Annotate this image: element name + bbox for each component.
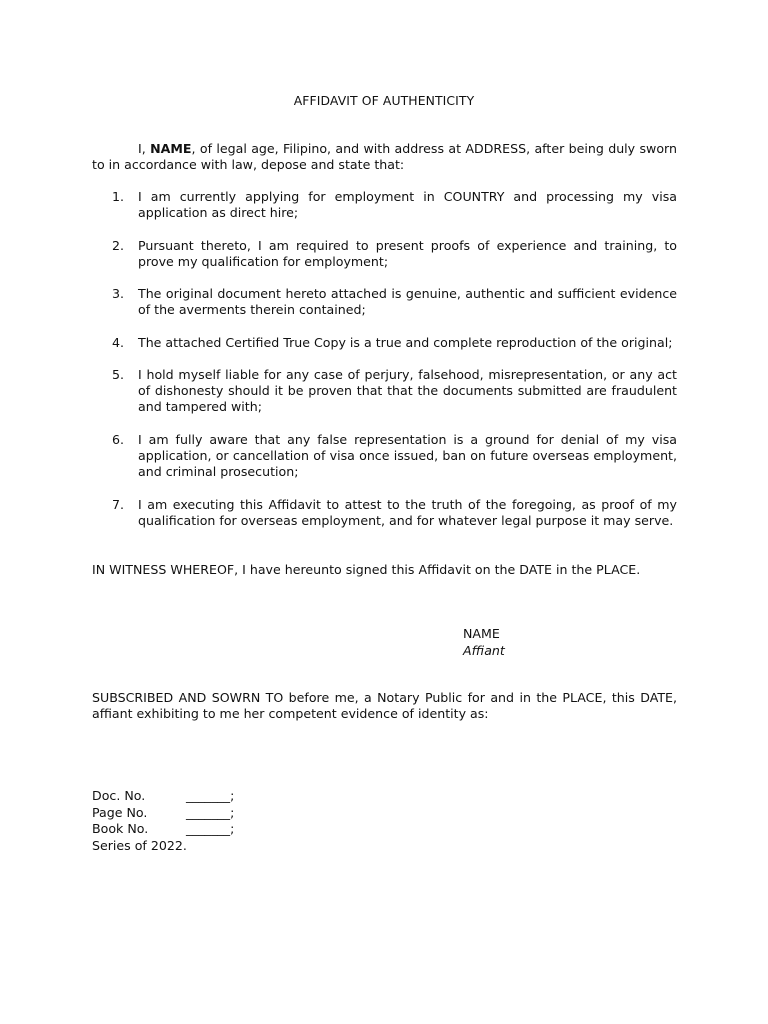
book-no-label: Book No.	[92, 821, 149, 836]
intro-rest: , of legal age, Filipino, and with address at ADDRESS, after being duly sworn to in accordance with law, depose and state that:	[92, 141, 677, 172]
list-item	[112, 189, 677, 221]
subscribed-paragraph: SUBSCRIBED AND SOWRN TO before me, a Notary Public for and in the PLACE, this DATE, affiant exhibiting to me her competent evidence of identity as:	[92, 690, 677, 721]
page-no-label: Page No.	[92, 804, 148, 820]
list-item-text: I hold myself liable for any case of perjury, falsehood, misrepresentation, or any act of dishonesty should it be proven that that the documents submitted are fraudulent and tampered with;	[138, 367, 677, 414]
list-item	[112, 367, 677, 415]
witness-paragraph: IN WITNESS WHEREOF, I have hereunto signed this Affidavit on the DATE in the PLACE.	[92, 562, 641, 577]
doc-no-label: Doc. No.	[92, 788, 146, 803]
notary-book-row	[92, 821, 392, 838]
page-no-value: _______;	[186, 804, 235, 820]
list-item-number: 1.	[112, 189, 125, 204]
list-item-text: The attached Certified True Copy is a true and complete reproduction of the original;	[138, 335, 673, 350]
notary-page-row	[92, 805, 392, 822]
intro-paragraph	[92, 141, 677, 173]
list-item-text: I am executing this Affidavit to attest to the truth of the foregoing, as proof of my qualification for overseas employment, and for whatever legal purpose it may serve.	[138, 497, 677, 528]
list-item	[112, 335, 677, 351]
doc-no-value: _______;	[186, 788, 235, 803]
affiant-name-bold: NAME	[150, 141, 192, 156]
list-item-text: Pursuant thereto, I am required to present proofs of experience and training, to prove my qualification for employment;	[138, 238, 677, 269]
list-item-number: 6.	[112, 432, 125, 447]
signature-name: NAME	[463, 626, 500, 641]
list-item-number: 3.	[112, 286, 125, 301]
list-item	[112, 286, 677, 318]
list-item-number: 2.	[112, 238, 125, 253]
notary-doc-row	[92, 788, 392, 805]
list-item	[112, 497, 677, 529]
notary-block	[92, 788, 392, 854]
list-item-number: 7.	[112, 497, 125, 512]
list-item-text: The original document hereto attached is genuine, authentic and sufficient evidence of the averments therein contained;	[138, 286, 677, 317]
book-no-value: _______;	[186, 821, 235, 836]
intro-prefix: I,	[138, 141, 151, 156]
list-item	[112, 238, 677, 270]
list-item-text: I am fully aware that any false representation is a ground for denial of my visa application, or cancellation of visa once issued, ban on future overseas employment, and criminal prosecution;	[138, 432, 677, 479]
series-text: Series of 2022.	[92, 837, 187, 853]
list-item-number: 5.	[112, 367, 125, 382]
signature-role: Affiant	[463, 643, 505, 658]
list-item-text: I am currently applying for employment in COUNTRY and processing my visa application as direct hire;	[138, 189, 677, 220]
list-item	[112, 432, 677, 480]
list-item-number: 4.	[112, 335, 125, 350]
document-title: AFFIDAVIT OF AUTHENTICITY	[293, 93, 475, 108]
